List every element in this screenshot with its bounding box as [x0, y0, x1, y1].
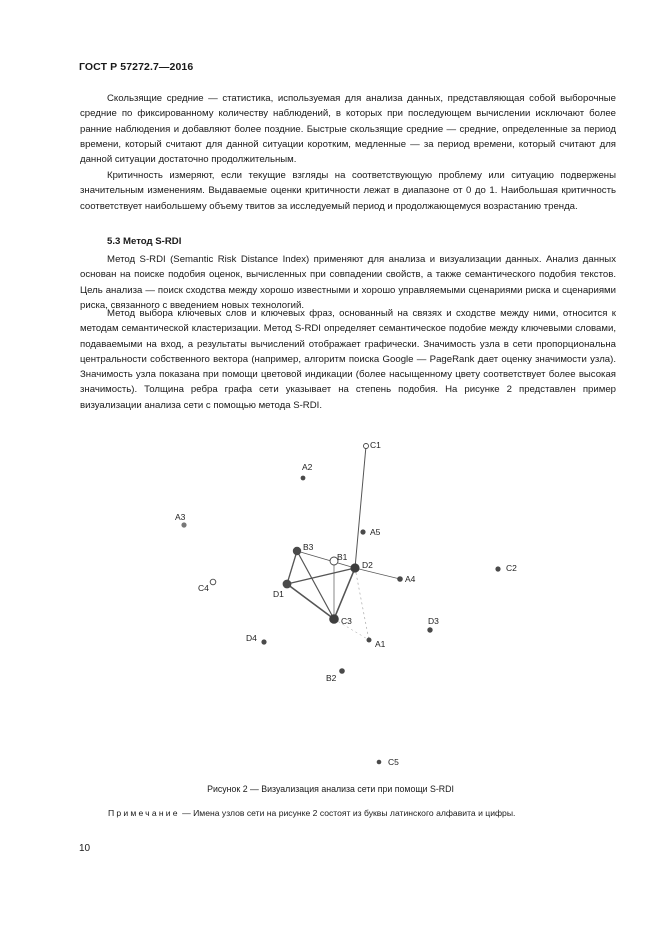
node-label-a5: A5: [370, 527, 381, 537]
figure-note: [108, 808, 515, 818]
node-label-d4: D4: [246, 633, 257, 643]
node-label-c2: C2: [506, 563, 517, 573]
note-label: Примечание: [108, 808, 180, 818]
node-c3: [329, 614, 339, 624]
node-c5: [377, 760, 382, 765]
node-label-c5: C5: [388, 757, 399, 767]
paragraph-srdi-intro: Метод S-RDI (Semantic Risk Distance Index) применяют для анализа и визуализации данных. Анализ данных основан на поиске подобия оценок, вычисленных при совпадении свойств, а также семантического подобия текстов. Цель анализа — поиск сходства между хорошо известными и хорошо управляемыми сценариями риска и сценариями риска, связанного с введением новых технологий.: [80, 254, 616, 311]
node-label-d1: D1: [273, 589, 284, 599]
edge-b3-d1: [287, 551, 297, 584]
node-d3: [427, 627, 432, 632]
paragraph-criticality: Критичность измеряют, если текущие взгляды на соответствующую проблему или ситуацию подвержены значительным изменениям. Выдаваемые оценки критичности лежат в диапазоне от 0 до 1. Наибольшая критичность соответствует наибольшему объему твитов за исследуемый период и продолжающемуся возрастанию тренда.: [80, 170, 616, 212]
node-d1: [283, 580, 292, 589]
node-label-c4: C4: [198, 583, 209, 593]
node-label-a2: A2: [302, 462, 313, 472]
node-c4: [210, 579, 216, 585]
node-label-b2: B2: [326, 673, 337, 683]
graph-nodes: [175, 440, 517, 767]
edge-d1-c3: [287, 584, 334, 619]
node-a2: [301, 476, 306, 481]
node-label-b1: B1: [337, 552, 348, 562]
node-a4: [397, 576, 403, 582]
node-label-c3: C3: [341, 616, 352, 626]
edge-b3-c3: [297, 551, 334, 619]
node-c1: [364, 444, 369, 449]
note-text: — Имена узлов сети на рисунке 2 состоят из буквы латинского алфавита и цифры.: [179, 808, 516, 818]
standard-header: ГОСТ Р 57272.7—2016: [79, 61, 194, 73]
edge-d2-c1: [355, 446, 366, 568]
node-label-c1: C1: [370, 440, 381, 450]
figure-caption: Рисунок 2 — Визуализация анализа сети при помощи S-RDI: [207, 784, 454, 794]
node-b3: [293, 547, 301, 555]
section-heading: 5.3 Метод S-RDI: [107, 236, 182, 247]
edge-d2-c3: [334, 568, 355, 619]
node-a5: [360, 529, 365, 534]
node-label-d2: D2: [362, 560, 373, 570]
paragraph-moving-averages: Скользящие средние — статистика, используемая для анализа данных, представляющая собой выборочные средние по фиксированному количеству наблюдений, в которых при последующем вычислении исключают более ранние наблюдения и добавляют более поздние. Быстрые скользящие средние — средние, определенные за период времени, который считают для данной ситуации коротким, медленные — за период времени, который считают для данной ситуации достаточно продолжительным.: [80, 93, 616, 166]
node-label-b3: B3: [303, 542, 314, 552]
edge-d1-d2: [287, 568, 355, 584]
node-d4: [261, 639, 266, 644]
node-a1: [367, 638, 372, 643]
node-label-a3: A3: [175, 512, 186, 522]
edge-d2-a1: [355, 568, 369, 640]
node-label-d3: D3: [428, 616, 439, 626]
node-c2: [495, 566, 500, 571]
page-number: 10: [79, 843, 91, 854]
node-label-a1: A1: [375, 639, 386, 649]
node-a3: [181, 522, 186, 527]
node-d2: [350, 563, 359, 572]
node-label-a4: A4: [405, 574, 416, 584]
node-b2: [339, 668, 345, 674]
paragraph-keyword-method: Метод выбора ключевых слов и ключевых фраз, основанный на связях и сходстве между ними, относится к методам семантической кластеризации. Метод S-RDI определяет семантическое подобие между ключевыми словами, подаваемыми на вход, а результаты вычислений отображает графически. Значимость узла в сети пропорциональна центральности собственного вектора (например, алгоритм поиска Google — PageRank дает оценку значимости узла). Значимость узла показана при помощи цветовой индикации (более насыщенному цвету соответствует более высокая значимость). Толщина ребра графа сети указывает на степень подобия. На рисунке 2 представлен пример визуализации анализа сети с помощью метода S-RDI.: [80, 308, 616, 411]
